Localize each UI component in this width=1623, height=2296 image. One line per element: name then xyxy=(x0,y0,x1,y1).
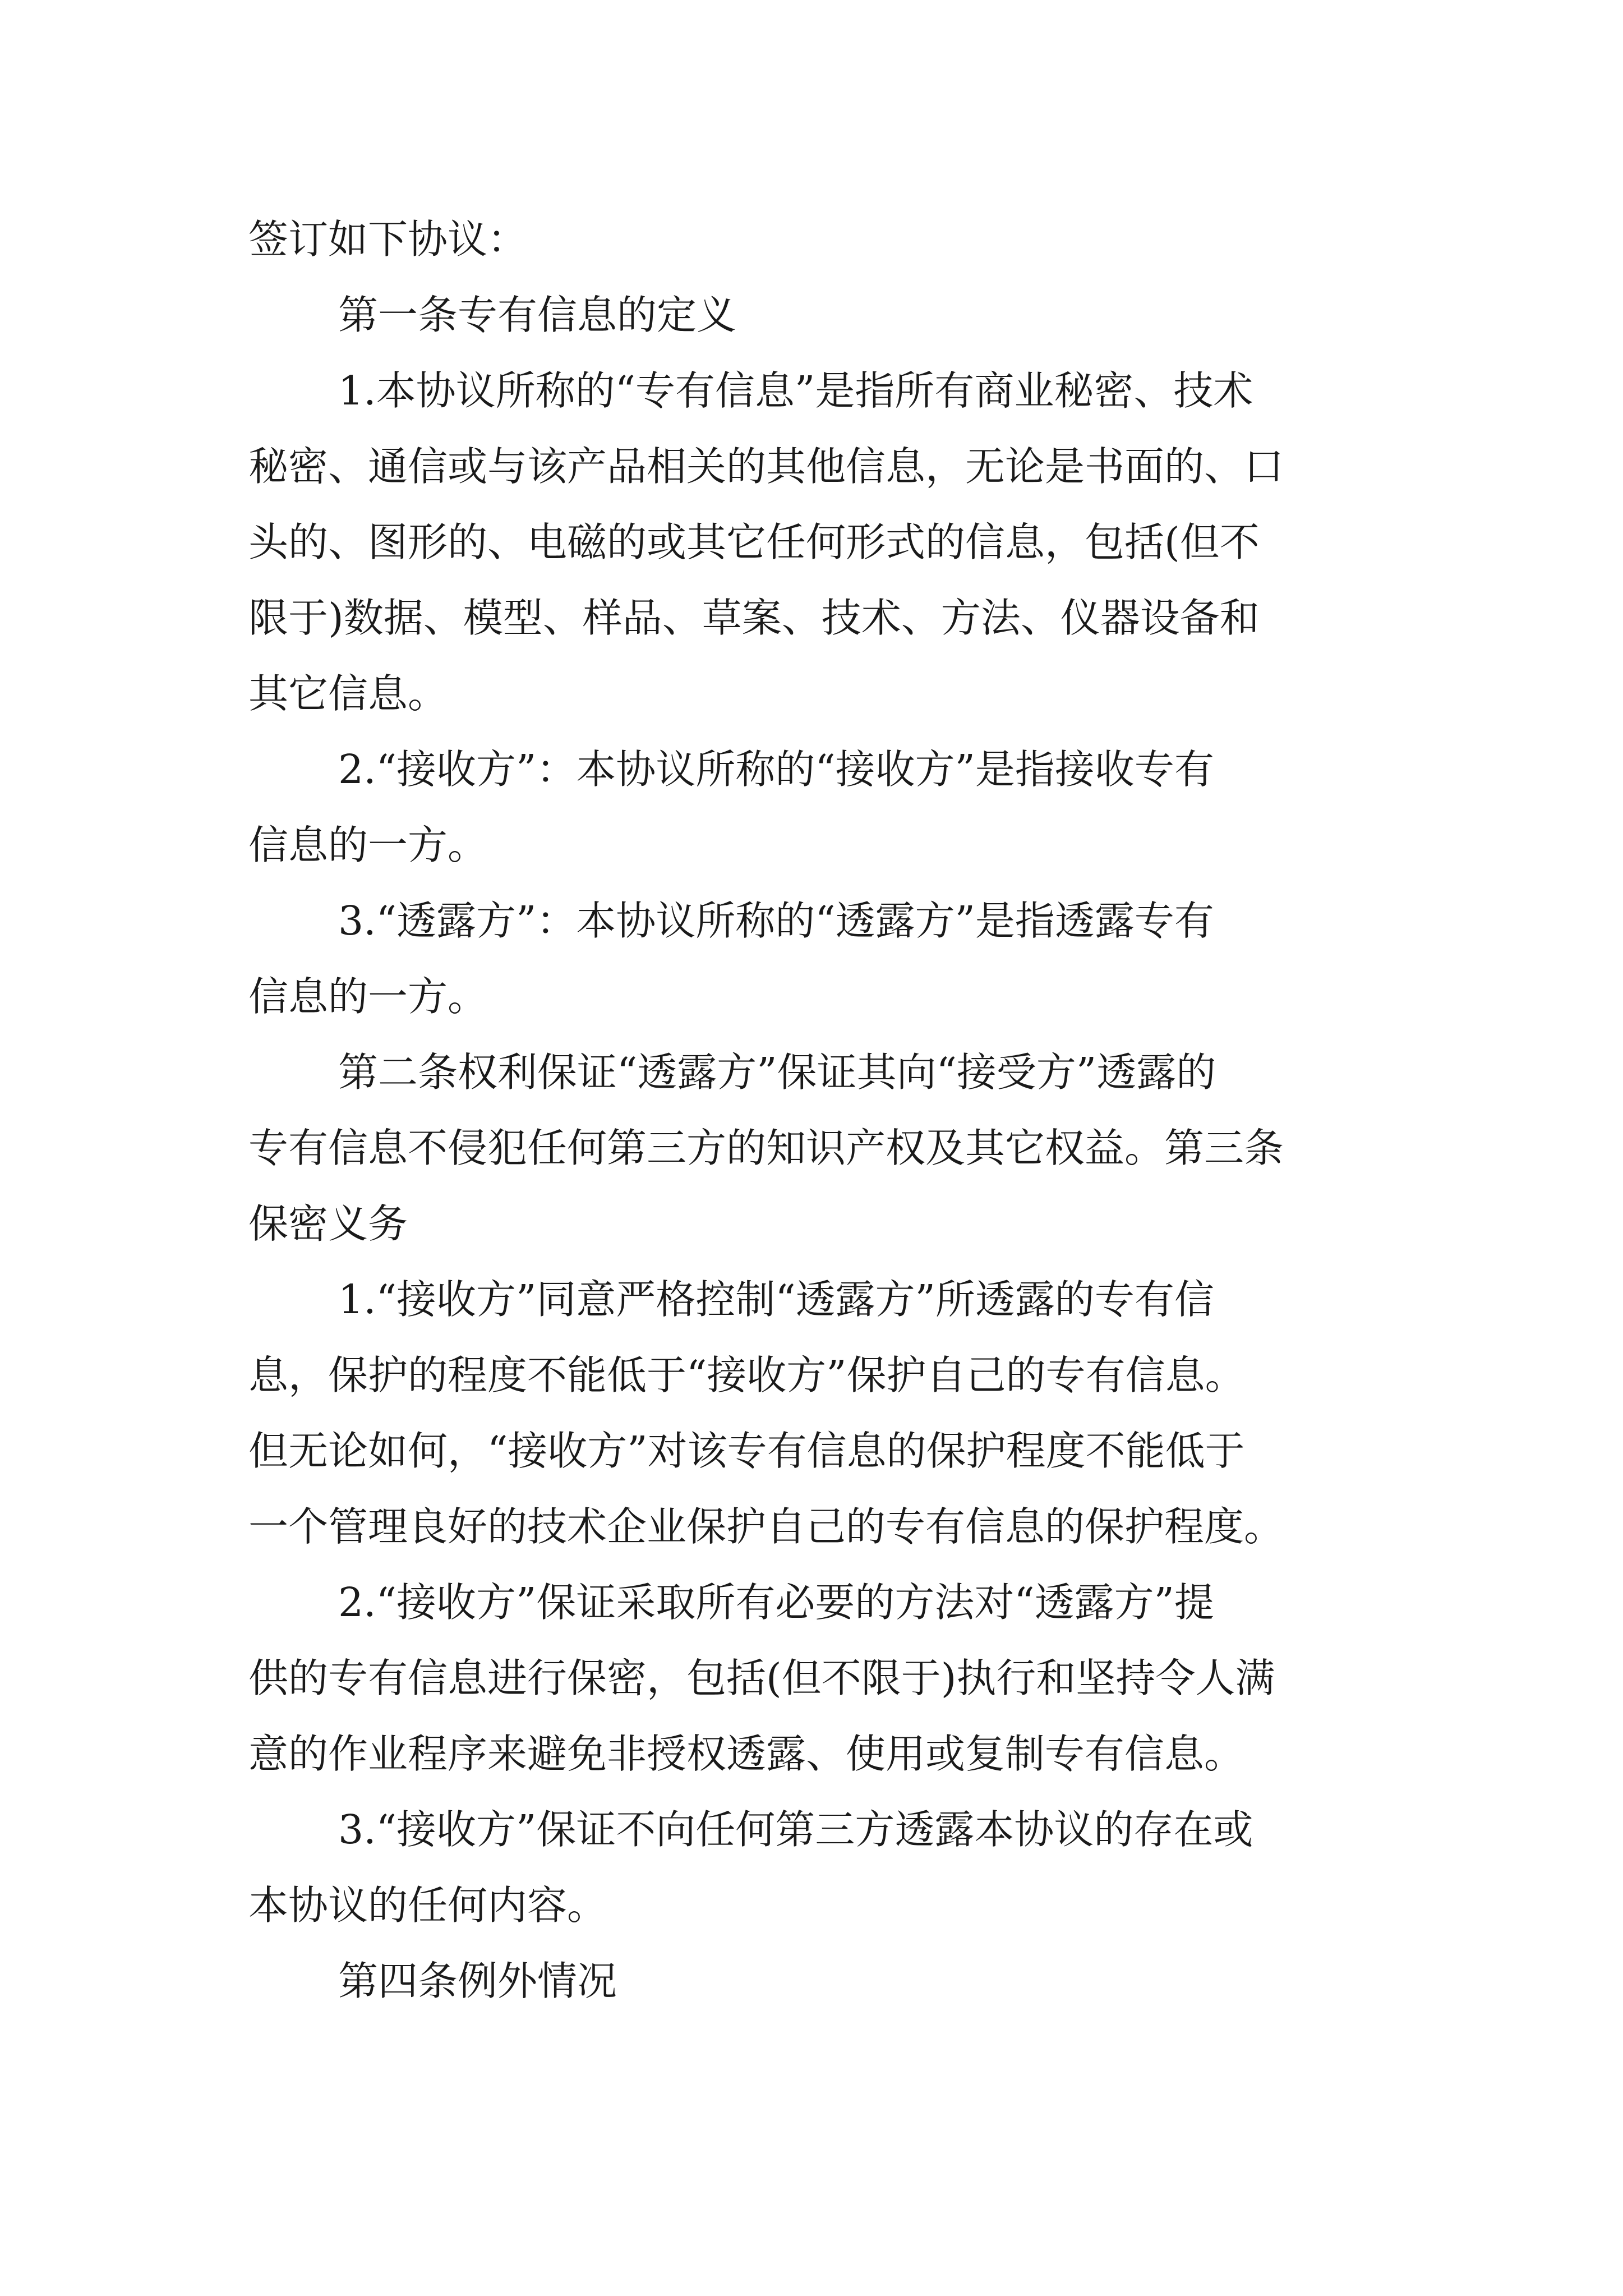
text-line: 头的、图形的、电磁的或其它任何形式的信息，包括(但不 xyxy=(248,519,1260,565)
text-line: 其它信息。 xyxy=(248,670,448,717)
text-line: 签订如下协议： xyxy=(248,216,528,263)
text-line: 意的作业程序来避免非授权透露、使用或复制专有信息。 xyxy=(248,1731,1244,1777)
text-line: 但无论如何，“接收方”对该专有信息的保护程度不能低于 xyxy=(248,1428,1245,1474)
text-line: 限于)数据、模型、样品、草案、技术、方法、仪器设备和 xyxy=(248,595,1260,641)
text-line: 一个管理良好的技术企业保护自己的专有信息的保护程度。 xyxy=(248,1503,1284,1550)
text-line: 信息的一方。 xyxy=(248,973,488,1020)
text-line: 1.本协议所称的“专有信息”是指所有商业秘密、技术 xyxy=(338,367,1253,414)
section-heading: 第四条例外情况 xyxy=(338,1958,617,2004)
text-line: 2.“接收方”保证采取所有必要的方法对“透露方”提 xyxy=(338,1579,1214,1626)
text-line: 息，保护的程度不能低于“接收方”保护自己的专有信息。 xyxy=(248,1352,1245,1398)
text-line: 3.“接收方”保证不向任何第三方透露本协议的存在或 xyxy=(338,1806,1253,1853)
section-heading: 第一条专有信息的定义 xyxy=(338,292,737,338)
text-line: 第二条权利保证“透露方”保证其向“接受方”透露的 xyxy=(338,1049,1216,1096)
text-line: 1.“接收方”同意严格控制“透露方”所透露的专有信 xyxy=(338,1276,1214,1323)
text-line: 保密义务 xyxy=(248,1200,408,1247)
text-line: 3.“透露方”：本协议所称的“透露方”是指透露专有 xyxy=(338,898,1214,944)
text-line: 信息的一方。 xyxy=(248,822,488,868)
text-line: 本协议的任何内容。 xyxy=(248,1882,607,1929)
text-line: 专有信息不侵犯任何第三方的知识产权及其它权益。第三条 xyxy=(248,1125,1284,1171)
text-line: 供的专有信息进行保密，包括(但不限于)执行和坚持令人满 xyxy=(248,1655,1275,1701)
text-line: 秘密、通信或与该产品相关的其他信息，无论是书面的、口 xyxy=(248,443,1284,490)
text-line: 2.“接收方”：本协议所称的“接收方”是指接收专有 xyxy=(338,746,1214,793)
